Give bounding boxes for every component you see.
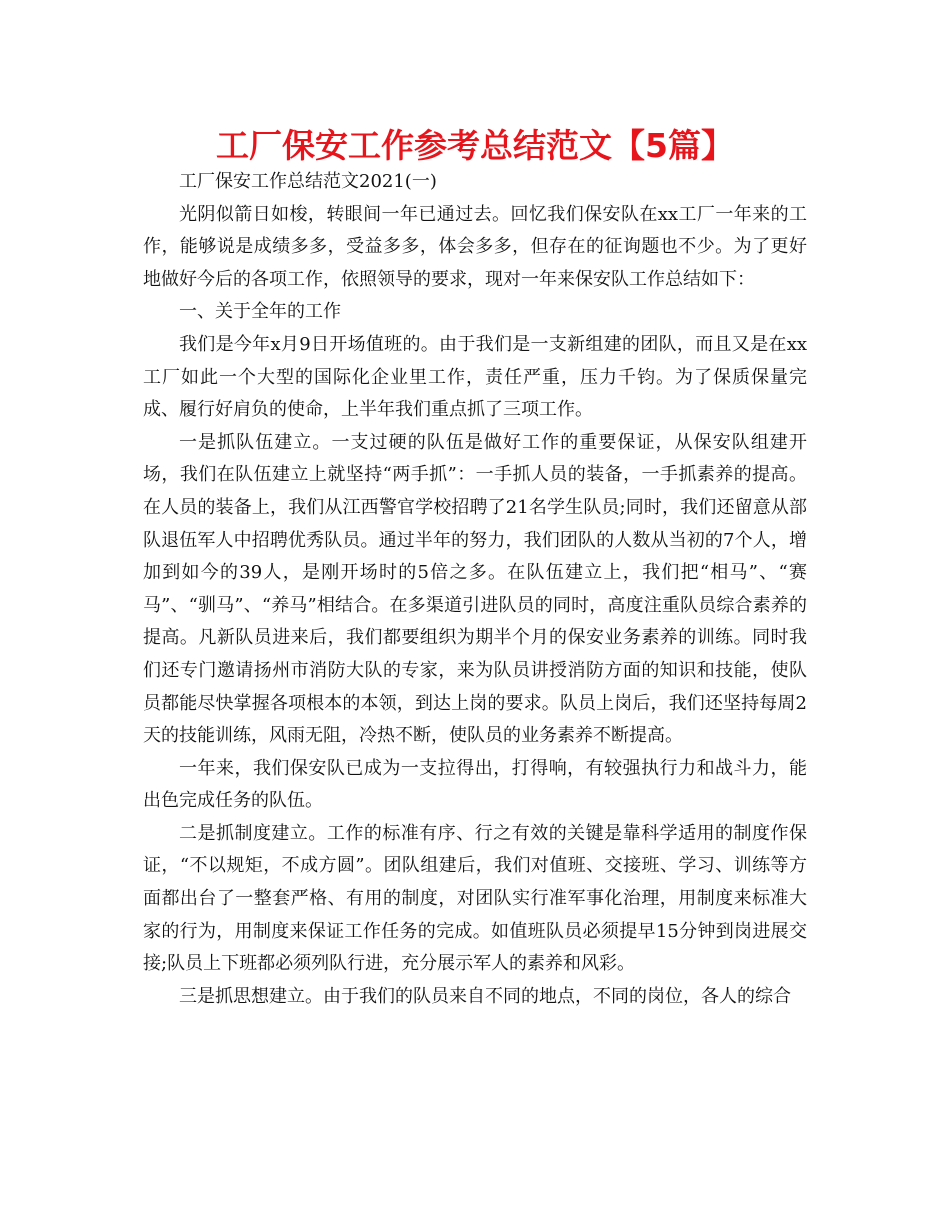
section-heading: 一、关于全年的工作 [179, 301, 341, 323]
paragraph: 一年来，我们保安队已成为一支拉得出，打得响，有较强执行力和战斗力，能出色完成任务的队伍。 [143, 757, 807, 812]
paragraph: 三是抓思想建立。由于我们的队员来自不同的地点，不同的岗位，各人的综合 [179, 985, 791, 1007]
section-heading: 工厂保安工作总结范文2021(一) [179, 171, 437, 192]
document-title: 工厂保安工作参考总结范文【5篇】 [216, 126, 734, 165]
paragraph: 我们是今年x月9日开场值班的。由于我们是一支新组建的团队，而且又是在xx工厂如此一个大型的国际化企业里工作，责任严重，压力千钧。为了保质保量完成、履行好肩负的使命，上半年我们重点抓了三项工作。 [143, 333, 807, 421]
paragraph: 光阴似箭日如梭，转眼间一年已通过去。回忆我们保安队在xx工厂一年来的工作，能够说是成绩多多，受益多多，体会多多，但存在的征询题也不少。为了更好地做好今后的各项工作，依照领导的要求，现对一年来保安队工作总结如下： [143, 203, 807, 290]
document-body [143, 166, 807, 1013]
paragraph: 一是抓队伍建立。一支过硬的队伍是做好工作的重要保证，从保安队组建开场，我们在队伍建立上就坚持“两手抓”：一手抓人员的装备，一手抓素养的提高。在人员的装备上，我们从江西警官学校招聘了21名学生队员;同时，我们还留意从部队退伍军人中招聘优秀队员。通过半年的努力，我们团队的人数从当初的7个人，增加到如今的39人，是刚开场时的5倍之多。在队伍建立上，我们把“相马”、“赛马”、“驯马”、“养马”相结合。在多渠道引进队员的同时，高度注重队员综合素养的提高。凡新队员进来后，我们都要组织为期半个月的保安业务素养的训练。同时我们还专门邀请扬州市消防大队的专家，来为队员讲授消防方面的知识和技能，使队员都能尽快掌握各项根本的本领，到达上岗的要求。队员上岗后，我们还坚持每周2天的技能训练，风雨无阻，冷热不断，使队员的业务素养不断提高。 [143, 431, 807, 747]
paragraph: 二是抓制度建立。工作的标准有序、行之有效的关键是靠科学适用的制度作保证，“不以规矩，不成方圆”。团队组建后，我们对值班、交接班、学习、训练等方面都出台了一整套严格、有用的制度，对团队实行准军事化治理，用制度来标准大家的行为，用制度来保证工作任务的完成。如值班队员必须提早15分钟到岗进展交接;队员上下班都必须列队行进，充分展示军人的素养和风彩。 [143, 822, 807, 975]
